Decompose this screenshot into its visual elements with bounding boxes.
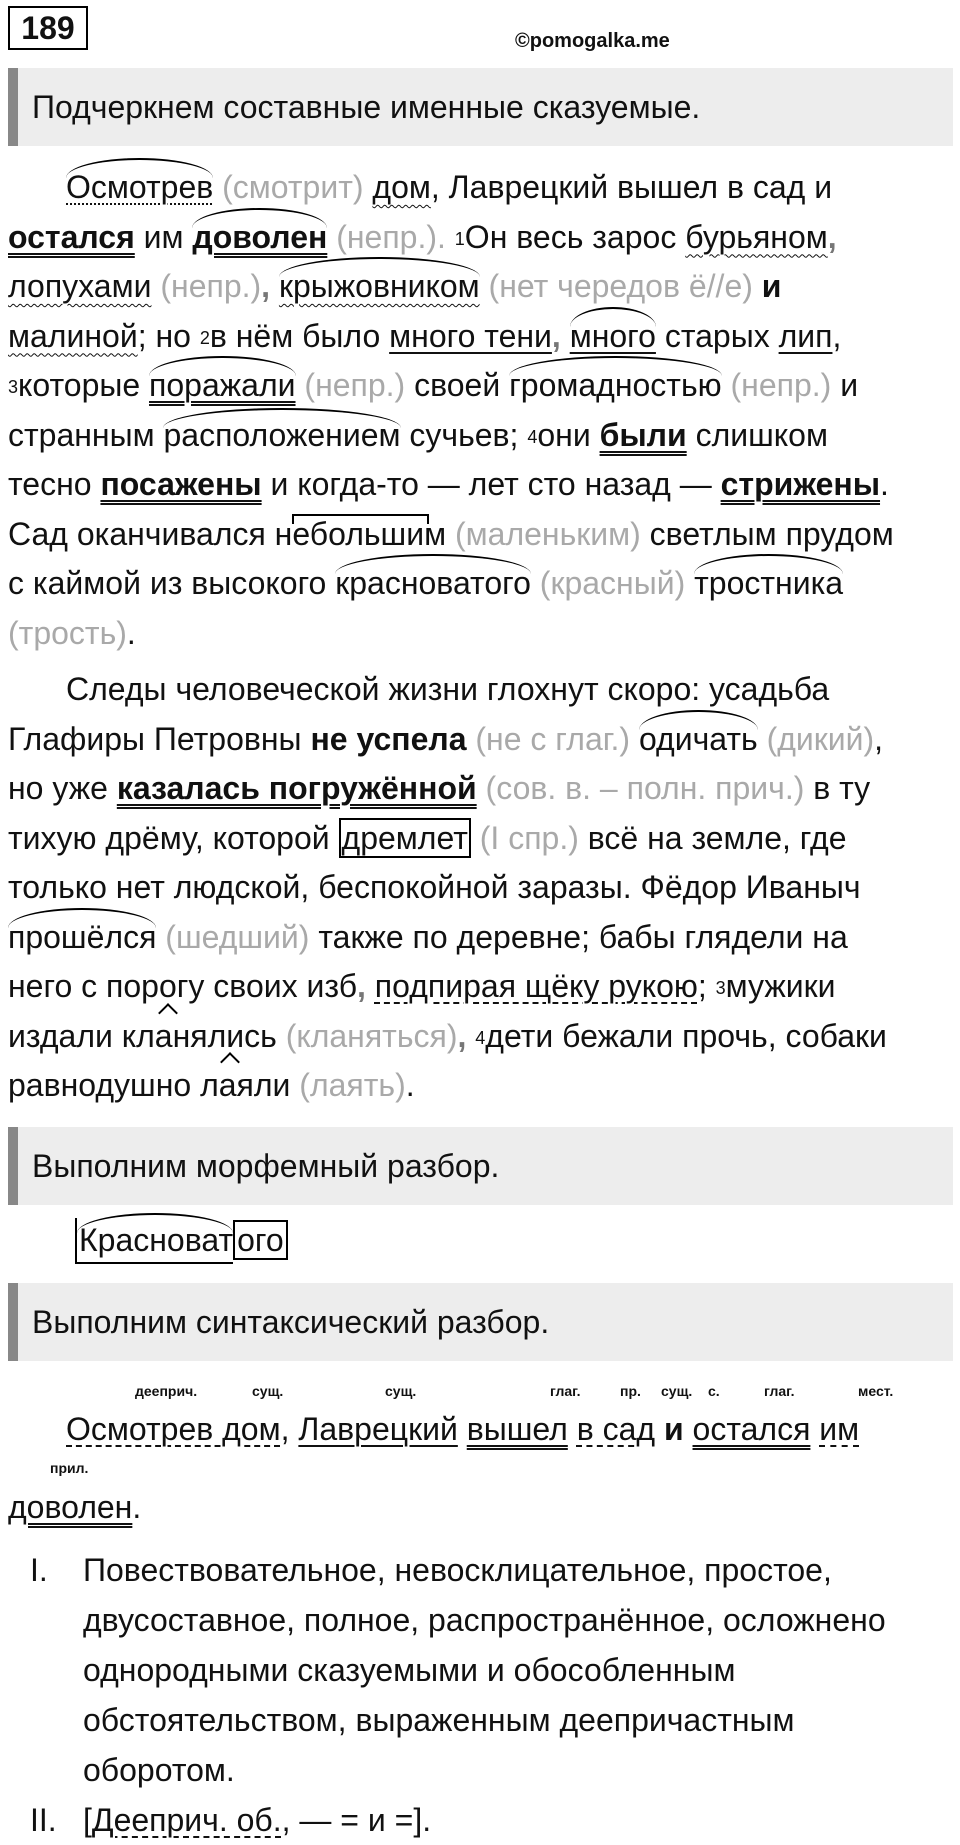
syn-im: им [819, 1411, 860, 1447]
pos-label: сущ. [661, 1383, 693, 1399]
word-klanyalis: кланялись [122, 1012, 277, 1062]
word-malinoy: малиной [8, 317, 138, 354]
text: также по деревне; бабы глядели на [318, 918, 848, 955]
text: него с порогу своих изб [8, 968, 358, 1004]
word-lopuhami: лопухами [8, 268, 152, 304]
text: , Лаврецкий вышел в сад и [430, 169, 833, 205]
comma: , [827, 218, 837, 255]
analysis-list [8, 1545, 886, 1845]
morpheme-analysis [75, 1218, 288, 1264]
list-item-1 [8, 1545, 886, 1795]
pos-label: сущ. [385, 1383, 417, 1399]
sentence-marker: 3 [715, 978, 726, 998]
p1-line-9 [8, 559, 953, 609]
text: тихую дрёму, которой [8, 819, 330, 856]
hint: (нет чередов ё//е) [488, 268, 753, 304]
text: слишком [695, 416, 828, 453]
word-dovolen: доволен [192, 213, 327, 263]
text: своей [414, 367, 501, 403]
list-line: Повествовательное, невосклицательное, простое, [83, 1552, 832, 1588]
comma: , [261, 268, 271, 304]
sentence-marker: 3 [8, 377, 19, 397]
watermark: ©pomogalka.me [515, 30, 670, 52]
word-podpiraya-shcheku-rukoyu: подпирая щёку рукою [374, 968, 698, 1004]
pos-label: глаг. [550, 1383, 581, 1399]
list-marker: II. [30, 1802, 57, 1838]
sentence-marker: 4 [475, 1027, 486, 1048]
list-item-2 [8, 1795, 886, 1845]
exercise-number: 189 [8, 6, 88, 50]
p2-line-3 [8, 764, 953, 814]
text: . [880, 466, 889, 502]
hint: (кланяться) [285, 1017, 458, 1054]
p1-line-7 [8, 460, 953, 510]
p2-line-7 [8, 962, 953, 1012]
syn-osmotrev-dom: Осмотрев дом [66, 1411, 281, 1447]
p2-line-2 [8, 715, 953, 765]
text: в нём было [209, 317, 381, 354]
list-marker: I. [30, 1552, 48, 1588]
text: светлым прудом [649, 515, 894, 552]
word-buryanom: бурьяном [685, 218, 828, 255]
syn-ostalsya: остался [692, 1411, 811, 1447]
morph-root: Красноват [75, 1218, 233, 1264]
hint: (лаять) [299, 1067, 406, 1103]
p2-line-1: Следы человеческой жизни глохнут скоро: усадьба [66, 671, 830, 707]
syn-lavretsky: Лаврецкий [298, 1411, 458, 1447]
p2-line-4 [8, 814, 953, 864]
hint: (шедший) [165, 918, 310, 955]
text: . [405, 1067, 415, 1103]
band-task-1: Подчеркнем составные именные сказуемые. [8, 68, 953, 146]
text: странным [8, 416, 155, 453]
scheme [83, 1795, 886, 1845]
word-kazalas-pogruzhyonnoy: казалась погружённой [116, 770, 477, 806]
conjunction: и [663, 1411, 684, 1447]
text: которые [18, 367, 141, 403]
band-task-2: Выполним морфемный разбор. [8, 1127, 953, 1205]
word-krasnovatogo: красноватого [335, 559, 531, 609]
text: , [280, 1411, 290, 1447]
word-ostalsya: остался [8, 218, 135, 255]
scheme-participle: Дееприч. об. [91, 1802, 282, 1838]
sentence-marker: 1 [454, 228, 465, 249]
syn-v-sad: в сад [576, 1411, 656, 1447]
text: но уже [8, 770, 108, 806]
text: они [537, 416, 591, 453]
word-porazhali: поражали [149, 361, 295, 411]
word-lip: лип [778, 317, 833, 354]
word-osmotrev: Осмотрев [66, 163, 213, 213]
hint: (I спр.) [479, 819, 579, 856]
list-line: оборотом. [83, 1752, 235, 1788]
text: . [132, 1488, 142, 1525]
sentence-marker: 4 [527, 426, 538, 447]
word-nebolshim: небольшим [275, 510, 446, 560]
pos-label: мест. [858, 1383, 894, 1399]
text: и когда-то — лет сто назад — [270, 466, 712, 502]
p1-line-8 [8, 510, 953, 560]
text: . [126, 614, 136, 651]
hint: (дикий) [766, 720, 875, 757]
p1-line-6 [8, 411, 953, 461]
syntax-sentence [8, 1405, 953, 1532]
text: , [874, 720, 884, 757]
word-posazheny: посажены [100, 466, 262, 502]
hint: (маленьким) [454, 515, 641, 552]
word-layali: лаяли [200, 1061, 290, 1111]
word-gromadnostyu: громадностью [509, 361, 722, 411]
band-task-3: Выполним синтаксический разбор. [8, 1283, 953, 1361]
p1-line-1 [8, 163, 953, 213]
text: ; [697, 968, 707, 1004]
hint: (сов. в. – полн. прич.) [485, 770, 805, 806]
word-mnogo-teni: много тени [389, 317, 552, 354]
word-mnogo: много [570, 312, 656, 362]
text: сучьев; [409, 416, 519, 453]
hint: (непр.). [336, 218, 446, 255]
text: , — = и =]. [281, 1802, 432, 1838]
p1-line-10 [8, 609, 953, 659]
text: старых [664, 317, 770, 354]
word-dremlet: дремлет [339, 818, 471, 858]
word-strizheny: стрижены [720, 466, 881, 502]
text: дети бежали прочь, собаки [485, 1017, 887, 1054]
morph-ending: ого [233, 1220, 288, 1260]
comma: , [551, 317, 561, 354]
pos-label: дееприч. [135, 1383, 198, 1399]
list-line: двусоставное, полное, распространённое, осложнено [83, 1602, 886, 1638]
hint: (смотрит) [222, 169, 364, 205]
word-byli: были [599, 416, 687, 453]
word-proshyolsya: прошёлся [8, 913, 156, 963]
comma: , [457, 1017, 467, 1054]
hint: (непр.) [160, 268, 262, 304]
text: в ту [813, 770, 871, 806]
hint: (непр.) [730, 367, 832, 403]
hint: (трость) [8, 614, 127, 651]
text: с каймой из высокого [8, 565, 327, 601]
text: Он весь зарос [464, 218, 677, 255]
word-dom: дом [372, 169, 431, 205]
word-raspolozheniem: расположением [163, 411, 400, 461]
hint: (непр.) [304, 367, 406, 403]
word-trostnika: тростника [694, 559, 843, 609]
text: тесно [8, 466, 92, 502]
paragraph-2 [8, 665, 953, 1111]
p1-line-2 [8, 213, 953, 263]
p2-line-6 [8, 913, 953, 963]
word-kryzhovnikom: крыжовником [279, 262, 480, 312]
pos-label: сущ. [252, 1383, 284, 1399]
p2-line-8 [8, 1012, 953, 1062]
text: им [143, 218, 184, 255]
hint: (красный) [539, 565, 686, 601]
text: [ [83, 1802, 92, 1838]
pos-label: пр. [620, 1383, 641, 1399]
list-line: однородными сказуемыми и обособленным [83, 1652, 736, 1688]
word-odichat: одичать [639, 715, 758, 765]
pos-label: с. [708, 1383, 720, 1399]
sentence-marker: 2 [199, 327, 210, 348]
syn-vyshel: вышел [466, 1411, 568, 1447]
p2-line-9 [8, 1061, 953, 1111]
p1-line-3 [8, 262, 953, 312]
text: мужики [725, 968, 836, 1004]
text: ; но [137, 317, 191, 354]
text: издали [8, 1017, 113, 1054]
paragraph-1 [8, 163, 953, 658]
p2-line-5: только нет людской, беспокойной заразы. Фёдор Иваныч [8, 869, 861, 905]
text: Глафиры Петровны [8, 720, 302, 757]
hint: (не с глаг.) [475, 720, 631, 757]
text: всё на земле, где [587, 819, 847, 856]
text: равнодушно [8, 1067, 192, 1103]
text: , [832, 317, 842, 354]
syntax-line-2 [8, 1483, 953, 1533]
pos-label-adj: прил. [50, 1460, 89, 1476]
p1-line-5 [8, 361, 953, 411]
word-ne-uspela: не успела [310, 720, 467, 757]
list-line: обстоятельством, выраженным деепричастным [83, 1702, 795, 1738]
conjunction: и [761, 268, 782, 304]
text: и [840, 367, 859, 403]
text: Сад оканчивался [8, 515, 266, 552]
syntax-line-1 [8, 1405, 953, 1455]
pos-label: глаг. [764, 1383, 795, 1399]
p1-line-4 [8, 312, 953, 362]
syn-dovolen: доволен [8, 1488, 133, 1525]
comma: , [357, 968, 366, 1004]
